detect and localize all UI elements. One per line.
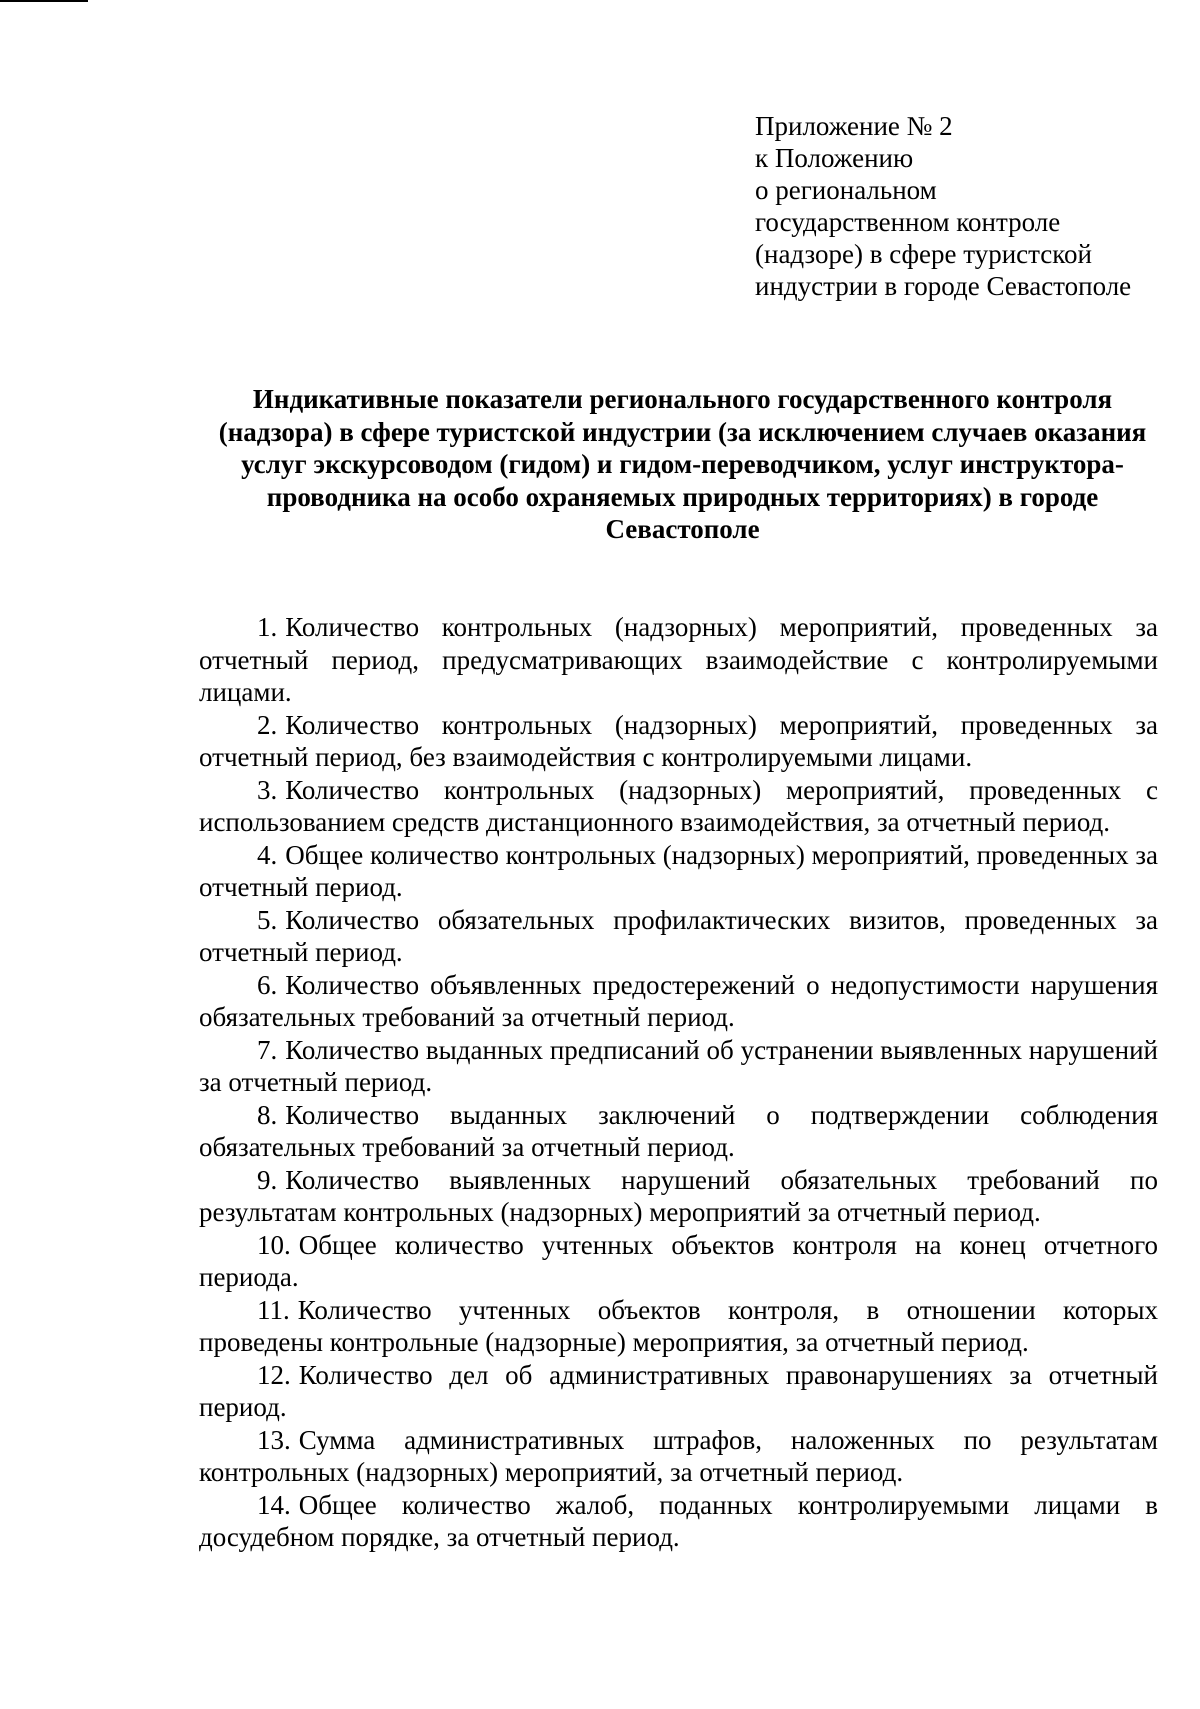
item-number: 10. [257,1229,291,1260]
annex-line: государственном контроле [755,207,1061,237]
annex-line: индустрии в городе Севастополе [755,271,1132,301]
annex-line: о региональном [755,175,937,205]
document-title: Индикативные показатели регионального государственного контроля (надзора) в сфере туристской индустрии (за исключением случаев оказания услуг экскурсоводом (гидом) и гидом-переводчиком, услуг инструктора-проводника на особо охраняемых природных территориях) в городе Севастополе [218,384,1147,544]
item-text: Общее количество контрольных (надзорных) мероприятий, проведенных за отчетный период. [199,839,1158,902]
item-number: 4. [257,839,278,870]
list-item [199,709,1158,774]
item-number: 9. [257,1164,278,1195]
item-number: 7. [257,1034,278,1065]
item-text: Количество выявленных нарушений обязательных требований по результатам контрольных (надзорных) мероприятий за отчетный период. [199,1164,1158,1227]
item-number: 8. [257,1099,278,1130]
item-number: 12. [257,1359,291,1390]
list-item [199,1359,1158,1424]
item-text: Общее количество учтенных объектов контроля на конец отчетного периода. [199,1229,1158,1292]
list-item [199,904,1158,969]
item-text: Количество выданных заключений о подтверждении соблюдения обязательных требований за отчетный период. [199,1099,1158,1162]
annex-line: Приложение № 2 [755,111,953,141]
item-text: Количество контрольных (надзорных) мероприятий, проведенных за отчетный период, предусматривающих взаимодействие с контролируемыми лицами. [199,612,1158,707]
item-text: Количество обязательных профилактических визитов, проведенных за отчетный период. [199,904,1158,967]
annex-line: к Положению [755,143,914,173]
list-item [199,611,1158,709]
list-item [199,839,1158,904]
indicator-list [199,611,1158,1554]
item-number: 11. [257,1294,290,1325]
item-text: Общее количество жалоб, поданных контролируемыми лицами в досудебном порядке, за отчетный период. [199,1489,1158,1552]
item-number: 3. [257,774,278,805]
item-number: 5. [257,904,278,935]
scan-edge-mark [0,0,88,2]
item-number: 6. [257,969,278,1000]
list-item [199,1489,1158,1554]
list-item [199,969,1158,1034]
item-text: Количество выданных предписаний об устранении выявленных нарушений за отчетный период. [199,1034,1158,1097]
annex-line: (надзоре) в сфере туристской [755,239,1092,269]
item-text: Количество дел об административных правонарушениях за отчетный период. [199,1359,1158,1422]
item-text: Сумма административных штрафов, наложенных по результатам контрольных (надзорных) мероприятий, за отчетный период. [199,1424,1158,1487]
list-item [199,1099,1158,1164]
item-text: Количество контрольных (надзорных) мероприятий, проведенных с использованием средств дистанционного взаимодействия, за отчетный период. [199,774,1158,837]
list-item [199,1164,1158,1229]
annex-header [755,110,1175,302]
item-text: Количество учтенных объектов контроля, в отношении которых проведены контрольные (надзорные) мероприятия, за отчетный период. [199,1294,1158,1357]
item-text: Количество объявленных предостережений о недопустимости нарушения обязательных требований за отчетный период. [199,969,1158,1032]
item-number: 1. [257,612,278,642]
item-number: 2. [257,709,278,740]
list-item [199,1294,1158,1359]
item-number: 13. [257,1424,291,1455]
list-item [199,1424,1158,1489]
list-item [199,774,1158,839]
list-item [199,1229,1158,1294]
item-text: Количество контрольных (надзорных) мероприятий, проведенных за отчетный период, без взаимодействия с контролируемыми лицами. [199,709,1158,772]
list-item [199,1034,1158,1099]
item-number: 14. [257,1489,291,1520]
